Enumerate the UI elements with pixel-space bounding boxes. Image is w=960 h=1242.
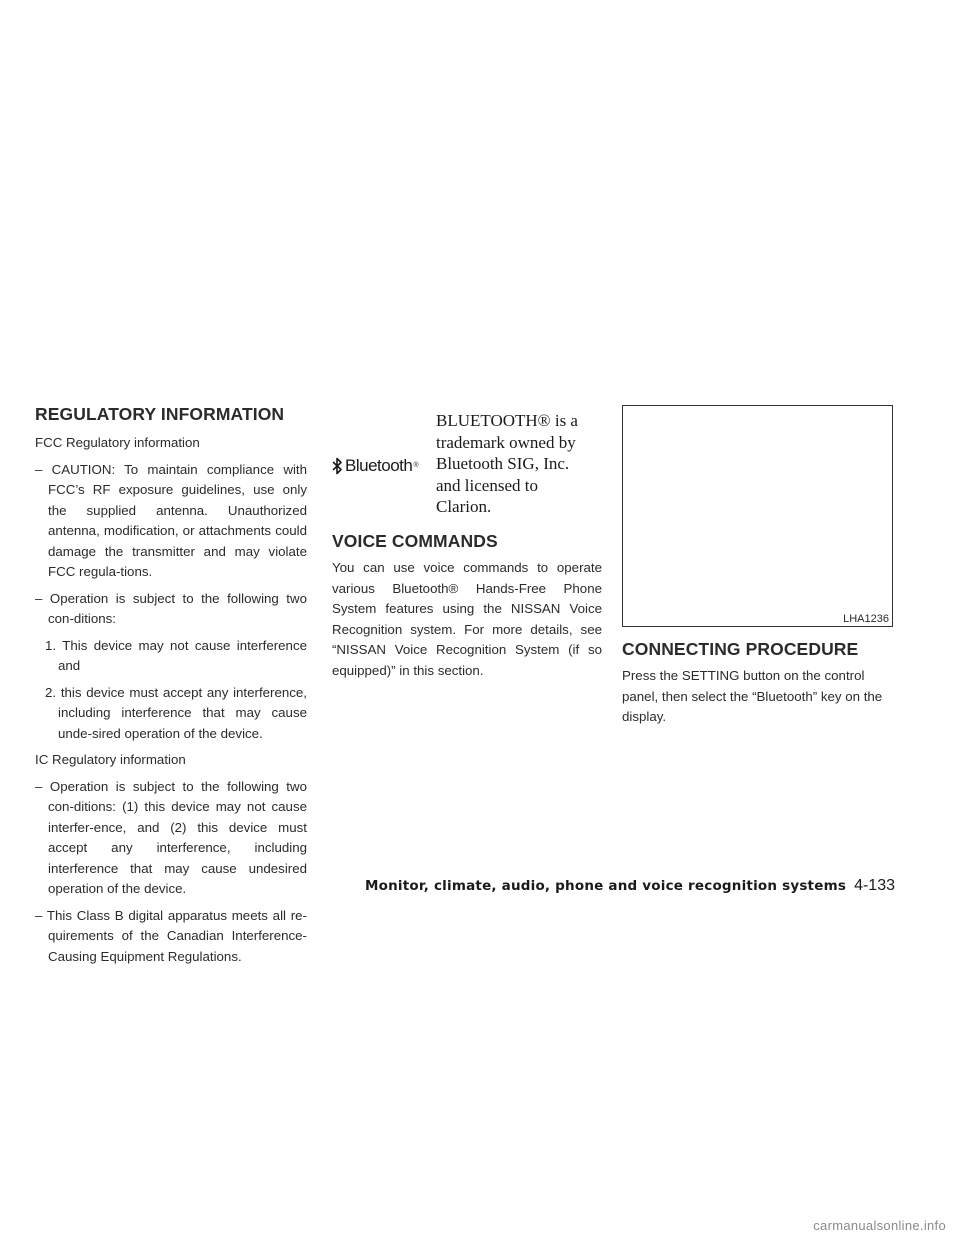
figure-frame xyxy=(622,405,893,627)
bluetooth-logo-word: Bluetooth xyxy=(345,455,413,475)
footer-section-title: Monitor, climate, audio, phone and voice recognition systems xyxy=(365,878,847,894)
page-footer xyxy=(365,877,895,895)
connecting-column xyxy=(622,405,895,734)
fcc-caution-item: – CAUTION: To maintain compliance with FCC’s RF exposure guidelines, use only the supplied antenna. Unauthorized antenna, modification, or attachments could damage the transmitter and may violate FCC regula-tions. xyxy=(35,461,307,579)
ic-operation-item: – Operation is subject to the following two con-ditions: (1) this device may not cause interfer-ence, and (2) this device must accept any interference, including interference that may cause undesired operation of the device. xyxy=(35,778,307,896)
bluetooth-logo xyxy=(332,410,432,522)
ic-subheading: IC Regulatory information xyxy=(35,752,186,767)
regulatory-column xyxy=(35,403,307,973)
watermark-text: carmanualsonline.info xyxy=(813,1218,946,1233)
regulatory-heading: REGULATORY INFORMATION xyxy=(35,404,285,424)
bluetooth-rune-icon xyxy=(332,457,343,475)
connecting-body: Press the SETTING button on the control panel, then select the “Bluetooth” key on the display. xyxy=(622,668,883,724)
fcc-subheading: FCC Regulatory information xyxy=(35,435,200,450)
connecting-heading: CONNECTING PROCEDURE xyxy=(622,639,859,659)
voice-commands-heading: VOICE COMMANDS xyxy=(332,531,498,551)
fcc-operation-item: – Operation is subject to the following two con-ditions: xyxy=(35,590,307,626)
bluetooth-logo-reg: ® xyxy=(413,461,419,469)
figure-label: LHA1236 xyxy=(843,613,889,625)
bluetooth-trademark-block xyxy=(332,410,602,522)
fcc-condition-2: 2. this device must accept any interference, including interference that may cause unde-sired operation of the device. xyxy=(45,684,307,741)
voice-commands-body: You can use voice commands to operate various Bluetooth® Hands-Free Phone System features using the NISSAN Voice Recognition system. For more details, see “NISSAN Voice Recognition System (if so equipped)” in this section. xyxy=(332,560,602,678)
footer-page-number: 4-133 xyxy=(854,877,895,894)
bluetooth-voice-column xyxy=(332,410,602,687)
fcc-condition-1: 1. This device may not cause interference and xyxy=(45,637,307,673)
fcc-conditions-list xyxy=(35,636,307,745)
bluetooth-trademark-text: BLUETOOTH® is a trademark owned by Bluetooth SIG, Inc. and licensed to Clarion. xyxy=(436,411,578,516)
ic-class-b-item: – This Class B digital apparatus meets all re-quirements of the Canadian Interference-Causing Equipment Regulations. xyxy=(35,907,307,964)
